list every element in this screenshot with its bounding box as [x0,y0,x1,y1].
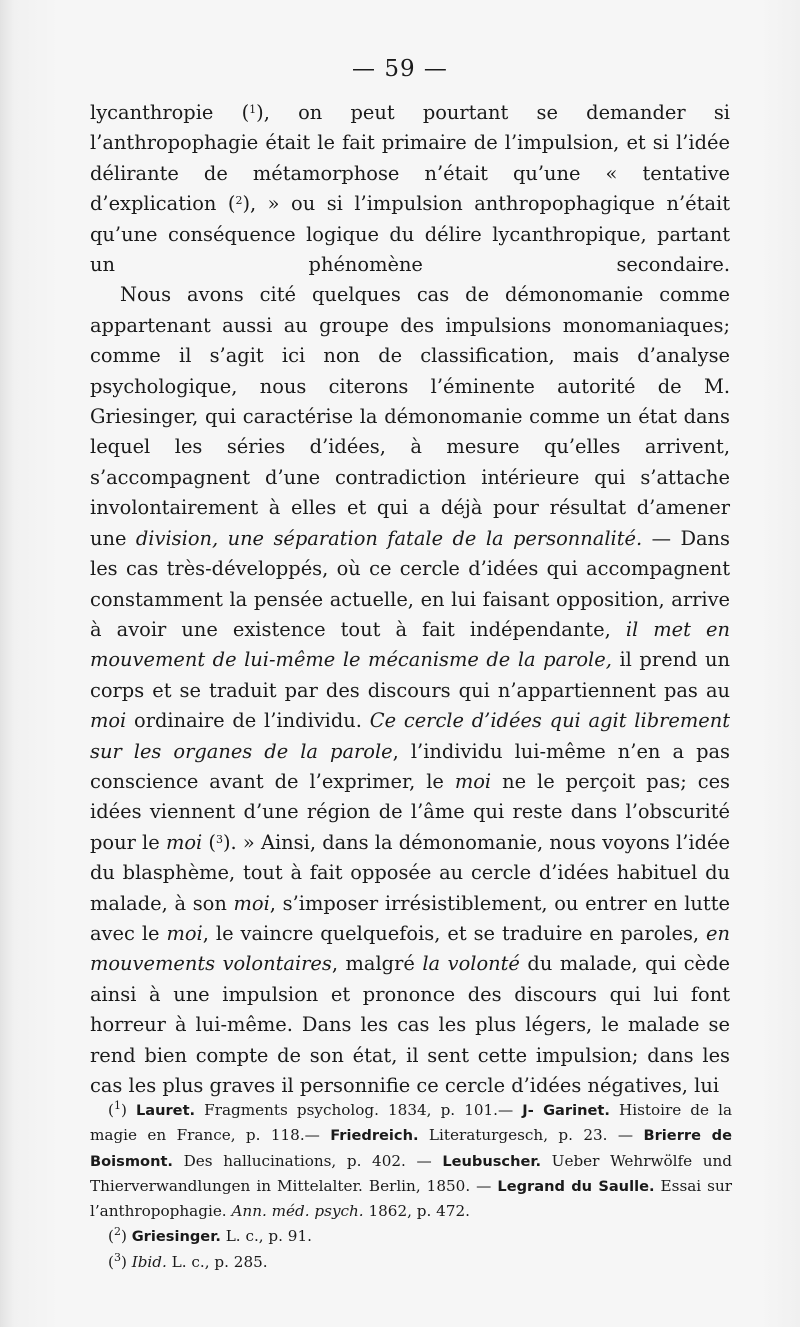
note-ref: 2 [113,1225,121,1239]
note-ref: 2 [235,194,243,208]
italic-text: Ann. méd. psych. [231,1202,364,1221]
text-run: lycanthropie ( [90,101,250,124]
author-name: Legrand du Saulle. [497,1177,655,1195]
text-run: L. c., p. 285. [166,1252,268,1271]
author-name: Lauret. [135,1102,196,1119]
body-text [90,98,730,1101]
footnote [90,1250,732,1275]
note-ref: 3 [113,1250,121,1264]
text-run: Fragments psycholog. 1834, p. 101.— [195,1101,523,1119]
text-run: , s’imposer irrésistiblement, ou entrer en lutte avec le [90,891,730,945]
italic-text: en mouvements volontaires [90,921,730,976]
author-name: Friedreich. [330,1127,419,1145]
footnote [90,1098,732,1224]
paragraph [90,98,730,280]
text-run: , malgré [331,952,423,976]
text-run: ) [120,1101,136,1119]
footnotes [90,1098,732,1275]
text-run: il prend un corps et se traduit par des discours qui n’appartiennent pas au [90,648,730,702]
text-run: ), on peut pourtant se demander si l’anthropophagie était le fait primaire de l’impulsion, et si l’idée délirante de métamorphose n’était qu’une « tentative d’explication ( [90,101,730,216]
note-ref: 1 [249,103,257,116]
author-name: Griesinger. [131,1228,221,1246]
text-run: , l’individu lui-même n’en a pas conscience avant de l’exprimer, le [90,739,730,793]
italic-text: moi [166,921,203,945]
text-run: ( [108,1252,114,1271]
text-run: ( [108,1227,114,1246]
italic-text: la volonté [422,952,520,976]
italic-text: moi [454,769,492,793]
note-ref: 1 [113,1099,121,1112]
text-run: ( [108,1101,114,1119]
author-name: Brierre de Boismont. [90,1127,732,1170]
text-run: Nous avons cité quelques cas de démonomanie comme appartenant aussi au groupe des impulsions monomaniaques; comme il s’agit ici non de classification, mais d’analyse psychologique, nous citerons l’éminente autorité de M. Griesinger, qui caractérise la démonomanie comme un état dans lequel les séries d’idées, à mesure qu’elles arrivent, s’accompagnent d’une contradiction intérieure qui s’attache involontairement à elles et qui a déjà pour résultat d’amener une [90,283,730,550]
page-number: — 59 — [352,56,448,82]
italic-text: il met en mouvement de lui-même le mécanisme de la parole, [90,617,730,672]
text-run: ordinaire de l’individu. [126,709,370,733]
text-run: ). » Ainsi, dans la démonomanie, nous voyons l’idée du blasphème, tout à fait opposée au cercle d’idées habituel du malade, à son [90,830,730,915]
author-name: J- Garinet. [522,1102,610,1119]
italic-text: moi [165,830,203,854]
italic-text: moi [233,891,270,915]
author-name: Leubuscher. [442,1152,542,1170]
text-run: ), » ou si l’impulsion anthropophagique n’était qu’une conséquence logique du délire lycanthropique, partant un phénomène secondaire. [90,192,730,277]
footnote [90,1224,732,1249]
text-run: , le vaincre quelquefois, et se traduire en paroles, [202,921,707,945]
italic-text: Ce cercle d’idées qui agit librement sur les organes de la parole [90,709,730,763]
text-run: Des hallucinations, p. 402. — [172,1151,443,1170]
text-run: Literaturgesch, p. 23. — [418,1126,644,1145]
text-run: du malade, qui cède ainsi à une impulsion et prononce des discours qui lui font horreur à lui-même. Dans les cas les plus légers, le malade se rend bien compte de son état, il sent cette impulsion; dans les cas les plus graves il personnifie ce cercle d’idées négatives, lui [90,952,730,1097]
text-run: 1862, p. 472. [363,1202,470,1221]
text-run: Histoire de la magie en France, p. 118.— [90,1101,732,1145]
text-run: ) [120,1227,132,1246]
text-run: ne le perçoit pas; ces idées viennent d’une région de l’âme qui reste dans l’obscurité pour le [90,769,730,854]
text-run: Ueber Wehrwölfe und Thierverwandlungen in Mittelalter. Berlin, 1850. — [90,1151,732,1195]
text-run: Essai sur l’anthropophagie. [90,1176,733,1221]
italic-text: moi [90,709,127,733]
note-ref: 3 [215,832,223,846]
italic-text: division, une séparation fatale de la personnalité. [135,526,643,550]
text-run: L. c., p. 91. [220,1227,312,1246]
text-run: — Dans les cas très-développés, où ce cercle d’idées qui accompagnent constamment la pensée actuelle, en lui faisant opposition, arrive à avoir une existence tout à fait indépendante, [90,526,731,641]
text-run: ) [120,1252,132,1271]
text-run: ( [202,830,216,854]
italic-text: Ibid. [131,1252,167,1271]
paragraph [90,280,730,1101]
